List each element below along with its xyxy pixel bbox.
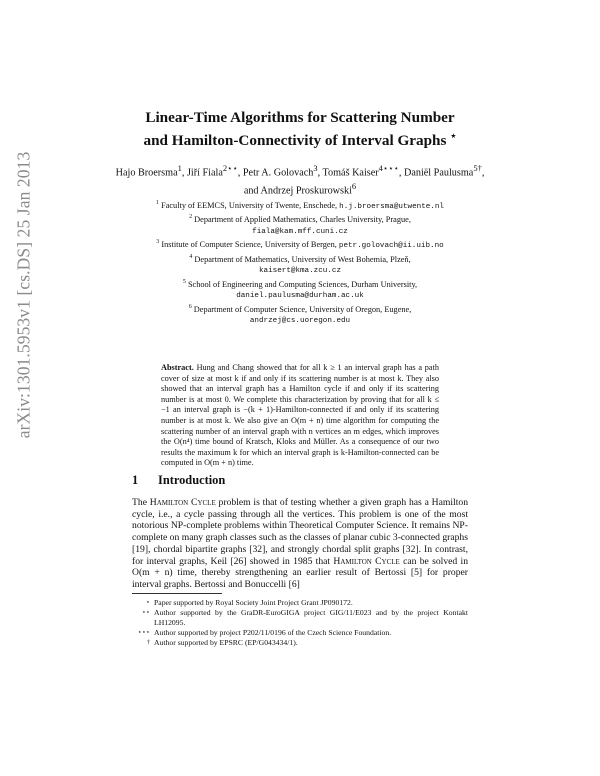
footnote: ⋆⋆ Author supported by the GraDR-EuroGIGA project GIG/11/E023 and by the project Kontakt LH12095. xyxy=(141,608,468,627)
author-name: Andrzej Proskurowski xyxy=(260,185,352,197)
author-name: Petr A. Golovach xyxy=(242,167,314,179)
section-title: Introduction xyxy=(158,473,226,487)
affiliation: $^4$ Department of Mathematics, University of West Bohemia, Plzeň, kaisert@kma.zcu.cz xyxy=(189,253,411,276)
footnote: ⋆ Paper supported by Royal Society Joint Project Grant JP090172. xyxy=(145,598,353,607)
footnote: ⋆⋆⋆ Author supported by project P202/11/0196 of the Czech Science Foundation. xyxy=(137,628,392,637)
title-footnote-mark: ⋆ xyxy=(450,131,457,142)
abstract xyxy=(161,363,439,469)
author-list: Hajo Broersma$^1$, Jiří Fiala$^{2⋆⋆}$, Petr A. Golovach$^3$, Tomáš Kaiser$^{4⋆⋆⋆}$, Daniël Paulusma$^{5\dagger}$, and Andrzej Proskurowski$^6$ xyxy=(115,163,485,197)
footnote-rule xyxy=(132,593,222,594)
email: h.j.broersma@utwente.nl xyxy=(339,202,444,211)
intro-text: can be solved in O(m + n) time, thereby strengthening an earlier result of Bertossi [5] for proper interval graphs. Bertossi and Bonuccelli [6] xyxy=(132,555,469,590)
footnotes xyxy=(132,598,468,648)
abstract-text: Hung and Chang showed that for all k ≥ 1 an interval graph has a path cover of size at most k if and only if its scattering number is at most k. They also showed that an interval graph has a Hamilton cycle if and only if its scattering number is at most 0. We complete this characterization by proving that for all k ≤ −1 an interval graph is −(k + 1)-Hamilton-connected if and only if its scattering number is at most k. We also give an O(m + n) time algorithm for computing the scattering number of an interval graph with n vertices an m edges, which improves the O(n⁴) time bound of Kratsch, Kloks and Müller. As a consequence of our two results the maximum k for which an interval graph is k-Hamilton-connected can be computed in O(m + n) time. xyxy=(161,363,440,468)
email: petr.golovach@ii.uib.no xyxy=(338,242,444,251)
intro-text: problem is that of testing whether a given graph has a Hamilton cycle, i.e., a cycle passing through all the vertices. This problem is one of the most notorious NP-complete problems within Theoretical Computer Science. It remains NP-complete on many graph classes such as the classes of planar cubic 3-connected graphs [19], chordal bipartite graphs [32], and strongly chordal split graphs [32]. In contrast, for interval graphs, Keil [26] showed in 1985 that xyxy=(132,497,469,567)
problem-name: Hamilton Cycle xyxy=(149,497,216,508)
email: daniel.paulusma@durham.ac.uk xyxy=(236,291,364,300)
email: fiala@kam.mff.cuni.cz xyxy=(252,227,348,236)
email: kaisert@kma.zcu.cz xyxy=(258,267,342,276)
author-name: Hajo Broersma xyxy=(115,167,178,179)
author-sup: 2⋆⋆ xyxy=(222,163,238,173)
section-number: 1 xyxy=(132,473,139,487)
author-sup: 3 xyxy=(313,163,318,173)
title-line-2: and Hamilton-Connectivity of Interval Graphs xyxy=(143,132,447,150)
abstract-label: Abstract. xyxy=(161,363,194,372)
problem-name: Hamilton Cycle xyxy=(333,555,400,567)
author-name: Jiří Fiala xyxy=(186,167,223,179)
author-sup: 4⋆⋆⋆ xyxy=(378,163,399,173)
affiliation: $^6$ Department of Computer Science, University of Oregon, Eugene, andrzej@cs.uoregon.edu xyxy=(188,303,412,325)
intro-paragraph: The Hamilton Cycle problem is that of testing whether a given graph has a Hamilton cycle, i.e., a cycle passing through all the vertices. This problem is one of the most notorious NP-complete problems within Theoretical Computer Science. It remains NP-complete on many graph classes such as the classes of planar cubic 3-connected graphs [19], chordal bipartite graphs [32], and strongly chordal split graphs [32]. In contrast, for interval graphs, Keil [26] showed in 1985 that Hamilton Cycle can be solved in O(m + n) time, thereby strengthening an earlier result of Bertossi [5] for proper interval graphs. Bertossi and Bonuccelli [6] xyxy=(132,497,469,590)
email: andrzej@cs.uoregon.edu xyxy=(249,316,351,325)
author-name: Tomáš Kaiser xyxy=(322,167,379,179)
author-sup: 6 xyxy=(351,180,357,191)
affiliation-list xyxy=(120,198,480,327)
affiliation: $^3$ Institute of Computer Science, University of Bergen, petr.golovach@ii.uib.no xyxy=(156,239,444,251)
section-heading xyxy=(132,473,225,488)
affiliation: $^2$ Department of Applied Mathematics, Charles University, Prague, fiala@kam.mff.cuni.cz xyxy=(189,214,411,236)
arxiv-sidebar-stamp xyxy=(8,30,40,560)
author-name: Daniël Paulusma xyxy=(403,167,474,179)
arxiv-identifier: arXiv:1301.5953v1 [cs.DS] 25 Jan 2013 xyxy=(13,151,34,439)
title-line-1: Linear-Time Algorithms for Scattering Number xyxy=(145,109,455,126)
affiliation: $^5$ School of Engineering and Computing Sciences, Durham University, daniel.paulusma@durham.ac.uk xyxy=(182,278,418,300)
paper-title xyxy=(100,108,500,150)
author-sup: 1 xyxy=(177,163,182,173)
footnote: † Author supported by EPSRC (EP/G043434/1). xyxy=(146,638,298,647)
author-sup: 5† xyxy=(473,163,482,173)
affiliation: $^1$ Faculty of EEMCS, University of Twente, Enschede, h.j.broersma@utwente.nl xyxy=(156,200,444,211)
